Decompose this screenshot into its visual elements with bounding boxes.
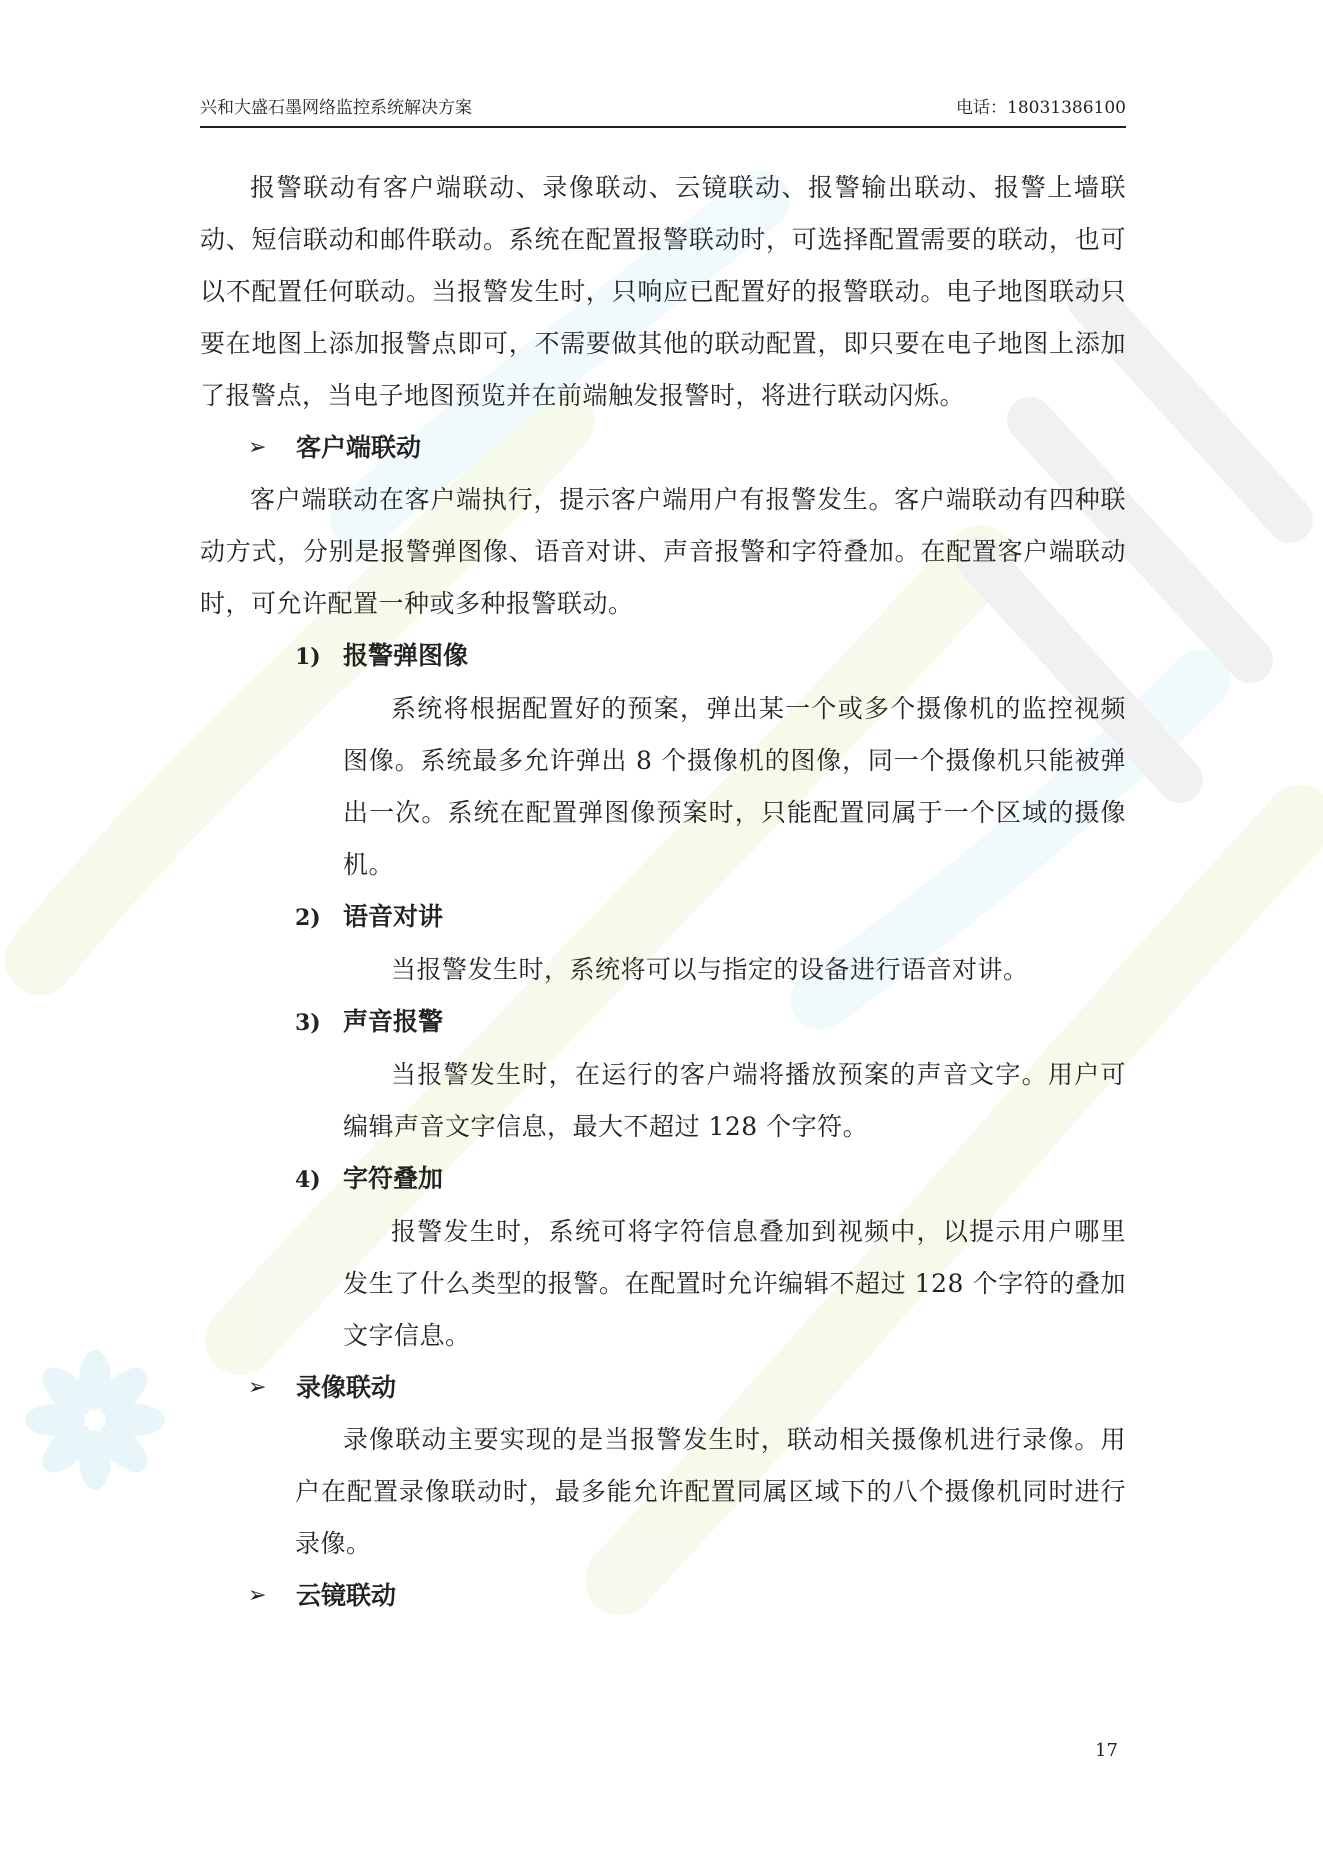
section-heading-ptz-linkage [200,1570,1126,1622]
item-4-paragraph: 报警发生时，系统可将字符信息叠加到视频中，以提示用户哪里发生了什么类型的报警。在配置时允许编辑不超过 128 个字符的叠加文字信息。 [343,1217,1126,1350]
arrow-bullet-icon: ➢ [248,1375,267,1400]
item-title: 声音报警 [343,1007,444,1036]
subheading-item-2 [200,891,1126,944]
item-title: 语音对讲 [343,902,444,931]
section-title: 云镜联动 [296,1581,397,1610]
subheading-item-4 [200,1153,1126,1206]
header-title: 兴和大盛石墨网络监控系统解决方案 [200,98,472,118]
section-title: 客户端联动 [296,433,422,462]
item-3-paragraph: 当报警发生时，在运行的客户端将播放预案的声音文字。用户可编辑声音文字信息，最大不超过 128 个字符。 [343,1060,1126,1141]
arrow-bullet-icon: ➢ [248,1583,267,1608]
section-heading-client-linkage [200,422,1126,474]
item-title: 报警弹图像 [343,641,469,670]
watermark-flower-icon [25,1350,165,1490]
section-title: 录像联动 [296,1373,397,1402]
subheading-item-1 [200,630,1126,683]
header-phone: 电话：18031386100 [956,98,1126,118]
client-linkage-paragraph: 客户端联动在客户端执行，提示客户端用户有报警发生。客户端联动有四种联动方式，分别是报警弹图像、语音对讲、声音报警和字符叠加。在配置客户端联动时，可允许配置一种或多种报警联动。 [200,485,1126,618]
arrow-bullet-icon: ➢ [248,435,267,460]
item-number: 1) [295,644,321,670]
page-number: 17 [1095,1740,1118,1761]
main-content [200,162,1126,1622]
intro-paragraph: 报警联动有客户端联动、录像联动、云镜联动、报警输出联动、报警上墙联动、短信联动和邮件联动。系统在配置报警联动时，可选择配置需要的联动，也可以不配置任何联动。当报警发生时，只响应已配置好的报警联动。电子地图联动只要在地图上添加报警点即可，不需要做其他的联动配置，即只要在电子地图上添加了报警点，当电子地图预览并在前端触发报警时，将进行联动闪烁。 [200,173,1126,410]
item-1-paragraph: 系统将根据配置好的预案，弹出某一个或多个摄像机的监控视频图像。系统最多允许弹出 8 个摄像机的图像，同一个摄像机只能被弹出一次。系统在配置弹图像预案时，只能配置同属于一个区域的摄像机。 [343,694,1126,879]
section-heading-record-linkage [200,1362,1126,1414]
item-title: 字符叠加 [343,1164,444,1193]
item-number: 4) [295,1167,321,1193]
item-number: 3) [295,1010,321,1036]
item-2-paragraph: 当报警发生时，系统将可以与指定的设备进行语音对讲。 [391,955,1029,984]
page-header [200,96,1126,128]
record-linkage-paragraph: 录像联动主要实现的是当报警发生时，联动相关摄像机进行录像。用户在配置录像联动时，最多能允许配置同属区域下的八个摄像机同时进行录像。 [295,1425,1126,1558]
item-number: 2) [295,905,321,931]
subheading-item-3 [200,996,1126,1049]
